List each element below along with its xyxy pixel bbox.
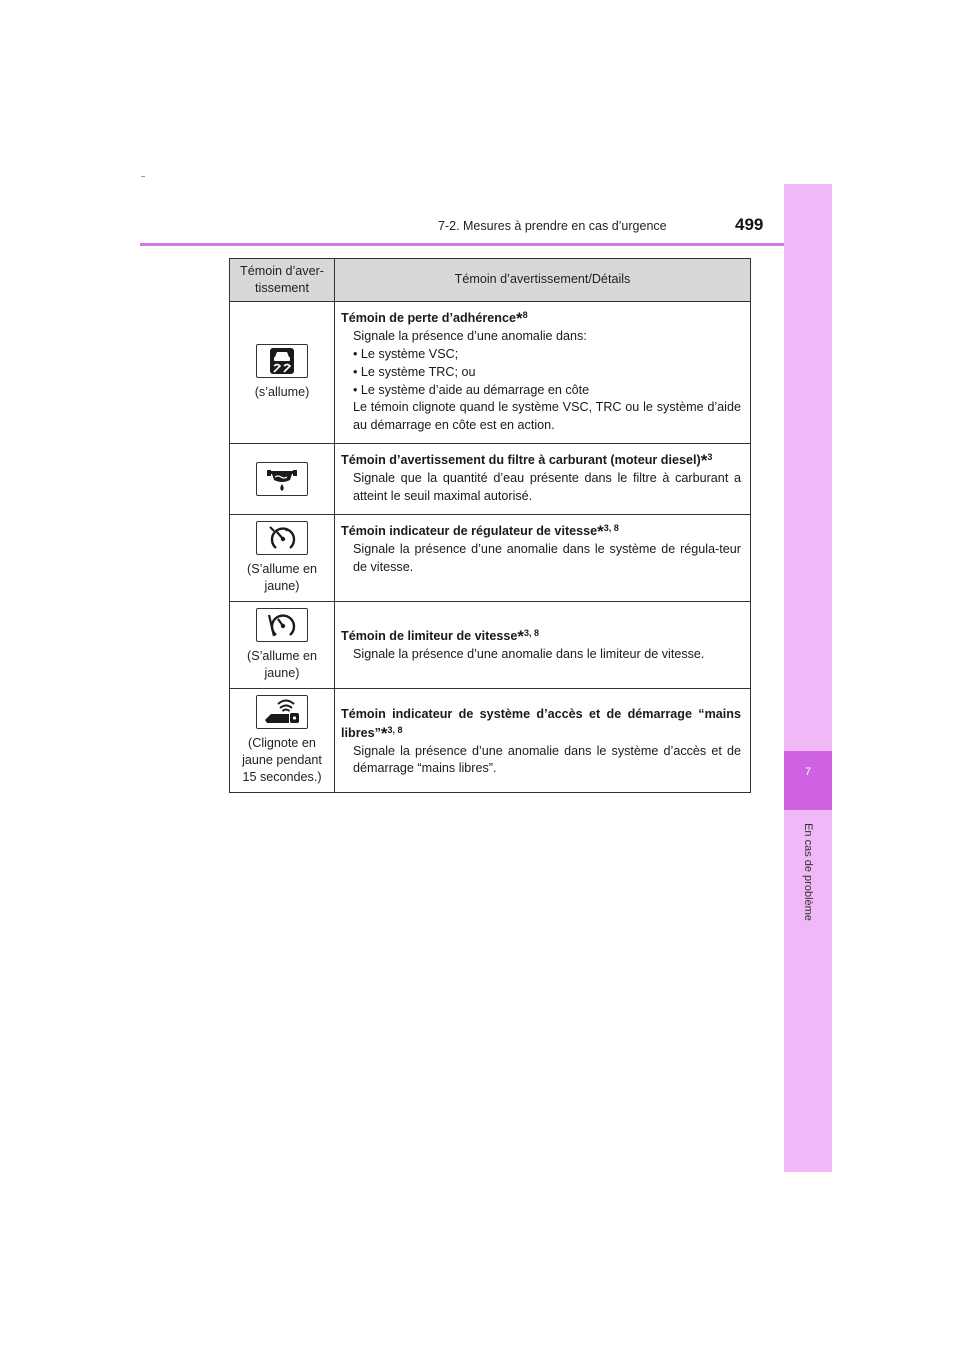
chapter-side-tab [784,184,832,1172]
icon-cell [230,302,335,444]
slip-indicator-icon [256,344,308,378]
footnote-ref: 3, 8 [524,627,540,638]
detail-line: Signale que la quantité d’eau présente dans le filtre à carburant a atteint le seuil maximal autorisé. [353,471,741,503]
caption-line: 15 secondes.) [242,769,322,784]
warning-title-text: Témoin indicateur de régulateur de vitesse [341,523,598,538]
icon-cell [230,601,335,688]
column-header-details: Témoin d’avertissement/Détails [335,259,751,302]
header-line: tissement [255,281,309,295]
footnote-star: * [515,309,523,328]
details-cell [335,514,751,601]
footnote-star: * [517,626,524,646]
footnote-star: * [700,451,708,471]
caption-line: (Clignote en [248,735,316,750]
details-cell [335,601,751,688]
details-cell [335,302,751,444]
warning-title-text: Témoin de perte d’adhérence [341,311,516,325]
caption-line: jaune) [264,578,300,593]
footnote-ref: 3 [707,452,713,463]
warning-lights-table [229,258,751,793]
footnote-ref: 8 [522,310,528,320]
warning-title-text: Témoin de limiteur de vitesse [341,628,518,643]
table-header-row [230,259,751,302]
icon-caption [232,561,332,595]
table-row [230,444,751,515]
fuel-filter-icon [256,462,308,496]
chapter-marker [784,751,832,810]
page-number: 499 [735,215,764,234]
section-title: 7-2. Mesures à prendre en cas d’urgence [438,219,667,233]
icon-caption: (s’allume) [254,385,310,400]
table-row [230,514,751,601]
table-row [230,302,751,444]
detail-line: Signale la présence d’une anomalie dans le limiteur de vitesse. [353,646,705,661]
detail-line: Signale la présence d’une anomalie dans le système d’accès et de démarrage “mains libres”. [353,743,741,776]
details-cell [335,444,751,515]
warning-title [341,706,741,743]
table-row [230,601,751,688]
speed-limiter-indicator-icon [256,608,308,642]
header-line: Témoin d’aver- [240,264,324,278]
footnote-ref: 3, 8 [387,724,403,735]
footnote-ref: 3, 8 [603,522,619,533]
icon-caption [232,735,332,786]
detail-line: Signale la présence d’une anomalie dans: [353,328,587,343]
icon-cell [230,688,335,792]
column-header-light [230,259,335,302]
warning-title [341,627,741,646]
cruise-control-indicator-icon [256,521,308,555]
caption-line: (S’allume en [247,561,317,576]
icon-cell [230,444,335,515]
footnote-star: * [380,723,388,743]
warning-title-text: Témoin indicateur de système d’accès et de démarrage “mains libres” [341,706,741,740]
warning-title-text: Témoin d’avertissement du filtre à carburant (moteur diesel) [341,453,701,468]
table-row [230,688,751,792]
caption-line: (S’allume en [247,648,317,663]
smart-key-system-indicator-icon [256,695,308,729]
chapter-label: En cas de problème [802,823,814,921]
caption-line: jaune pendant [242,752,322,767]
bullet-item: • Le système VSC; [353,346,459,361]
header-rule [140,243,832,246]
footnote-star: * [597,521,604,541]
bullet-item: • Le système TRC; ou [353,364,476,379]
chapter-number: 7 [804,766,812,778]
icon-caption [232,648,332,682]
header-mark [141,176,145,177]
warning-title [341,309,741,328]
detail-line: Le témoin clignote quand le système VSC, TRC ou le système d’aide au démarrage en côte est en action. [353,400,741,433]
warning-title [341,522,741,541]
details-cell [335,688,751,792]
caption-line: jaune) [264,665,300,680]
icon-cell [230,514,335,601]
bullet-item: • Le système d’aide au démarrage en côte [353,382,590,397]
warning-title [341,451,741,470]
detail-line: Signale la présence d’une anomalie dans le système de régula-teur de vitesse. [353,541,741,574]
